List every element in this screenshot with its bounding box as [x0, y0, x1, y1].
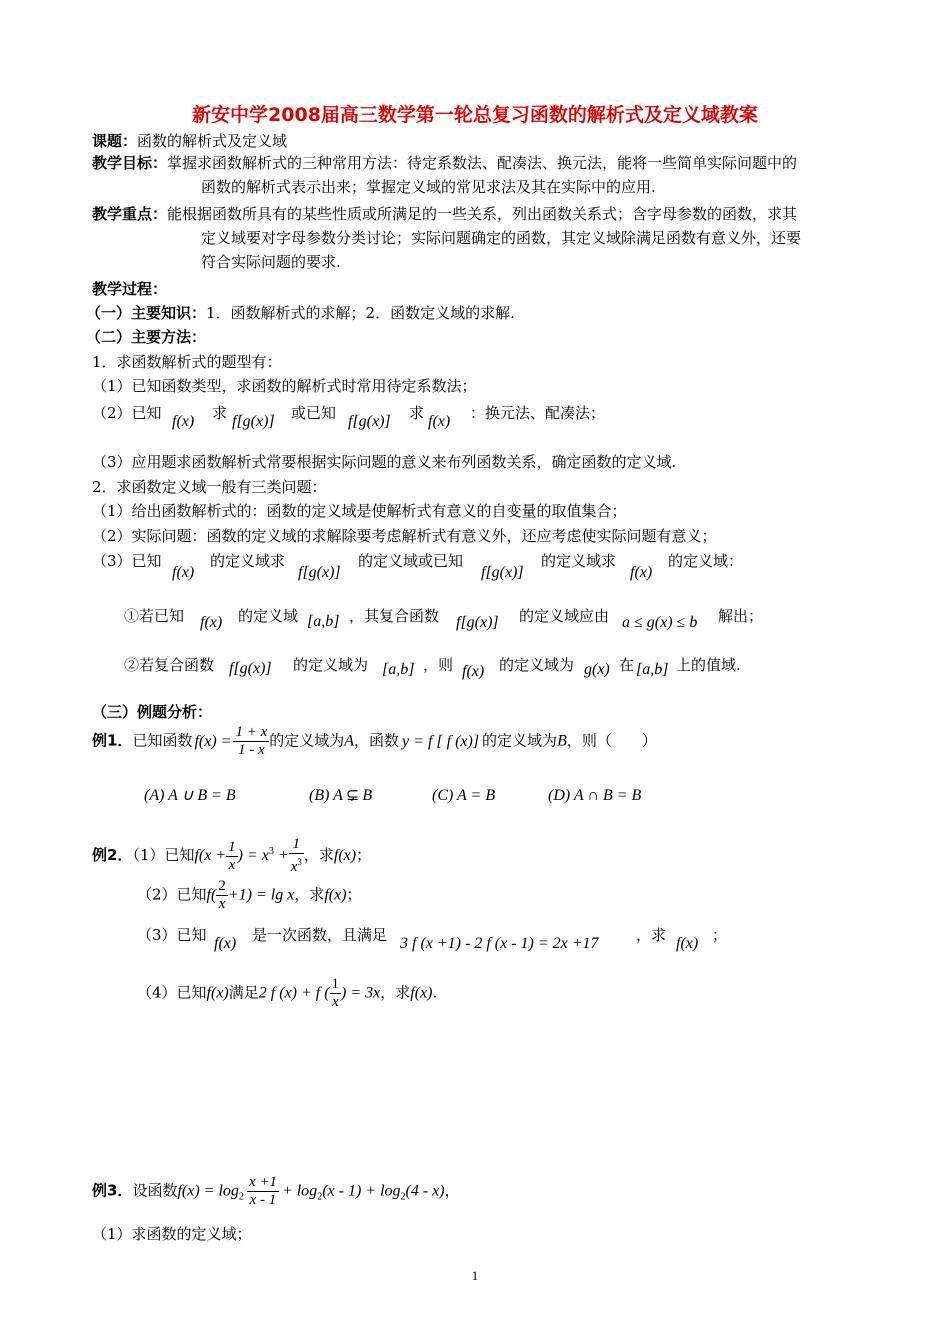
case-1-fg: f[g(x)] [456, 614, 499, 631]
example-2-3-a: （3）已知 [137, 926, 207, 944]
method-2-3-b: 的定义域求 [210, 552, 286, 570]
example-2-part-1 [92, 836, 371, 876]
case-2-b: 的定义域为 [293, 656, 369, 674]
case-1-e: 解出； [718, 607, 764, 625]
example-2-4-frac-den: x [331, 994, 339, 1010]
knowledge-text: 1．函数解析式的求解；2．函数定义域的求解. [206, 304, 515, 322]
example-2-2-frac [216, 878, 228, 913]
method-2-3-e: 的定义域： [668, 552, 744, 570]
topic-label: 课题： [92, 132, 138, 150]
example-2-4-f: ，求 [380, 983, 411, 1002]
example-2-1-e: ，求 [303, 846, 334, 864]
case-2-d: 的定义域为 [499, 656, 575, 674]
example-3-base-3: 2 [400, 1191, 406, 1203]
example-2-part-2 [137, 878, 362, 913]
method-1-2-fx-2: f(x) [428, 413, 451, 430]
case-2-a: ②若复合函数 [124, 656, 215, 674]
example-3-d: (x - 1) + log [322, 1182, 401, 1200]
focus-text-1: 能根据函数所具有的某些性质或所满足的一些关系，列出函数关系式；含字母参数的函数，求其 [167, 205, 798, 223]
goal-text-1: 掌握求函数解析式的三种常用方法：待定系数法、配凑法、换元法，能将一些简单实际问题中的 [167, 154, 798, 172]
example-2-1-b: f(x + [194, 847, 227, 864]
example-2-4-frac-num: 1 [331, 976, 340, 992]
example-2-3-d: 3 f (x +1) - 2 f (x - 1) = 2x +17 [400, 935, 599, 952]
example-2-1-exp: 3 [268, 846, 274, 857]
example-2-3-e: ，求 [636, 926, 667, 944]
example-2-2-frac-num: 2 [218, 878, 226, 894]
method-1-2-d: 求 [409, 404, 425, 422]
example-1-fraction [233, 724, 269, 759]
example-2-3-f: f(x) [676, 935, 699, 952]
method-1-2-fx: f(x) [172, 413, 195, 430]
example-2-4-h: . [432, 983, 438, 1002]
example-2-2-a: （2）已知 [137, 885, 207, 904]
example-2-1-a: （1）已知 [132, 846, 195, 864]
method-2: 2．求函数定义域一般有三类问题： [92, 478, 327, 496]
example-2-1-frac-2-den-exp: 3 [297, 857, 302, 867]
method-2-3-d: 的定义域求 [541, 552, 617, 570]
option-b-subset-symbol: ⊊ [345, 787, 360, 804]
example-2-3-g: ； [712, 926, 728, 944]
method-2-3-a: （3）已知 [92, 552, 162, 570]
option-b-text: (B) A [309, 787, 343, 804]
method-1-2-e: ：换元法、配凑法； [470, 404, 606, 422]
example-1-text-e: ，则（ ） [566, 731, 657, 750]
case-2-fx: f(x) [462, 663, 485, 680]
case-2-gx: g(x) [584, 661, 610, 678]
option-b [309, 786, 372, 806]
goal-line-1 [92, 153, 797, 173]
example-1-text-b: 的定义域为 [269, 731, 345, 750]
example-2-1-f: f(x) [333, 847, 357, 864]
example-2-4-frac [330, 976, 342, 1011]
example-2-4-a: （4）已知 [137, 983, 207, 1002]
example-2-1-c: ) = x [237, 847, 269, 864]
case-2-f: 上的值域. [676, 656, 741, 674]
example-3-base-2: 2 [317, 1191, 323, 1203]
example-2-3-b: f(x) [214, 935, 237, 952]
method-2-1: （1）给出函数解析式的：函数的定义域是使解析式有意义的自变量的取值集合； [92, 502, 627, 520]
case-2-ab-2: [a,b] [636, 661, 669, 678]
case-2-c: ，则 [423, 656, 454, 674]
example-3-part-1: （1）求函数的定义域； [92, 1225, 252, 1243]
method-2-3-fx-2: f(x) [630, 564, 653, 581]
example-2-4-d: 2 f (x) + f ( [258, 984, 330, 1002]
example-2-1-frac-2-den-x: x [290, 859, 298, 875]
example-1 [92, 724, 657, 759]
example-2-1-frac-1-num: 1 [228, 838, 236, 855]
focus-line-3: 符合实际问题的要求. [201, 253, 341, 271]
methods-heading: （二）主要方法： [86, 328, 207, 346]
focus-line-2: 定义域要对字母参数分类讨论；实际问题确定的函数，其定义域除满足函数有意义外，还要 [201, 229, 802, 247]
method-1-1: （1）已知函数类型，求函数的解析式时常用待定系数法； [92, 377, 477, 395]
knowledge-line [86, 303, 515, 323]
focus-line-1 [92, 204, 797, 224]
method-1-2-fgx-2: f[g(x)] [348, 413, 391, 430]
topic-line [92, 131, 287, 151]
case-1-c: ，其复合函数 [349, 607, 440, 625]
example-3-label: 例3． [92, 1181, 133, 1200]
example-3-frac-den: x - 1 [249, 1192, 277, 1208]
page-number: 1 [471, 1268, 479, 1283]
example-2-1-d: + [273, 847, 289, 864]
example-2-3-c: 是一次函数，且满足 [252, 926, 388, 944]
example-2-label: 例2． [92, 846, 133, 864]
method-2-3-c: 的定义域或已知 [358, 552, 464, 570]
method-2-3-fx: f(x) [172, 564, 195, 581]
example-3-b: f(x) = log [177, 1182, 239, 1200]
example-2-part-4 [137, 976, 437, 1011]
case-2-ab: [a,b] [382, 661, 415, 678]
example-1-text-d: 的定义域为 [482, 731, 558, 750]
example-1-composite: y = f [ f (x)] [402, 732, 480, 750]
example-2-1-frac-1-den: x [228, 856, 236, 873]
example-3-f: ， [444, 1181, 460, 1200]
case-1-d: 的定义域应由 [519, 607, 610, 625]
example-3-a: 设函数 [132, 1181, 178, 1200]
topic-text: 函数的解析式及定义域 [137, 132, 288, 150]
example-1-set-a: A [344, 732, 355, 750]
option-c: (C) A = B [432, 787, 496, 804]
case-1-b: 的定义域 [238, 607, 299, 625]
knowledge-label: （一）主要知识： [86, 304, 207, 322]
method-1-3: （3）应用题求函数解析式常要根据实际问题的意义来布列函数关系，确定函数的定义域. [92, 453, 677, 471]
option-a: (A) A ∪ B = B [144, 787, 236, 804]
case-1-fx: f(x) [200, 614, 223, 631]
example-1-set-b: B [557, 732, 567, 750]
goal-label: 教学目标： [92, 154, 168, 172]
page-title: 新安中学2008届高三数学第一轮总复习函数的解析式及定义域教案 [192, 104, 758, 126]
example-1-text-a: 已知函数 [132, 731, 193, 750]
example-2-1-g: ； [356, 846, 372, 864]
process-heading: 教学过程： [92, 280, 168, 298]
method-1-2-a: （2）已知 [92, 404, 162, 422]
example-2-4-g: f(x) [410, 984, 433, 1002]
case-1-ineq: a ≤ g(x) ≤ b [622, 614, 698, 631]
example-2-2-c: +1) = lg x [227, 886, 295, 904]
case-2-e: 在 [619, 656, 635, 674]
example-2-4-c: 满足 [228, 983, 259, 1002]
example-3-frac-num: x +1 [248, 1174, 277, 1190]
example-3-e: (4 - x) [405, 1182, 445, 1200]
example-2-1-frac-2-den [289, 854, 304, 876]
example-2-2-e: f(x) [324, 886, 347, 904]
example-1-num: 1 + x [235, 724, 268, 740]
example-1-den: 1 - x [238, 742, 265, 758]
method-2-3-fgx: f[g(x)] [298, 564, 341, 581]
example-2-4-e: ) = 3x [341, 984, 381, 1002]
method-1-2-b: 求 [212, 404, 228, 422]
example-2-1-frac-2-num: 1 [289, 836, 304, 854]
example-2-1-frac-1 [226, 839, 238, 874]
option-b-rhs: B [362, 787, 373, 804]
goal-line-2: 函数的解析式表示出来；掌握定义域的常见求法及其在实际中的应用. [201, 178, 656, 196]
example-3-c: + log [281, 1182, 318, 1200]
option-d: (D) A ∩ B = B [548, 787, 642, 804]
method-2-2: （2）实际问题：函数的定义域的求解除要考虑解析式有意义外，还应考虑使实际问题有意义； [92, 527, 717, 545]
example-1-label: 例1． [92, 731, 133, 750]
examples-heading: （三）例题分析： [92, 703, 213, 721]
case-1-a: ①若已知 [124, 607, 185, 625]
focus-label: 教学重点： [92, 205, 168, 223]
example-3 [92, 1174, 460, 1209]
example-2-2-d: ，求 [294, 885, 325, 904]
method-1-2-c: 或已知 [291, 404, 337, 422]
example-2-4-b: f(x) [206, 984, 229, 1002]
example-3-frac [247, 1174, 279, 1209]
method-2-3-fgx-2: f[g(x)] [481, 564, 524, 581]
example-2-2-frac-den: x [218, 896, 226, 912]
example-1-text-c: ，函数 [354, 731, 400, 750]
example-3-base-1: 2 [238, 1191, 244, 1203]
method-1: 1．求函数解析式的题型有： [92, 353, 282, 371]
case-1-ab: [a,b] [307, 613, 340, 630]
example-2-1-frac-2 [289, 836, 304, 876]
method-1-2-fgx: f[g(x)] [232, 413, 275, 430]
example-2-2-b: f( [206, 886, 217, 904]
case-2-fg: f[g(x)] [229, 660, 272, 677]
example-2-2-f: ； [346, 885, 362, 904]
example-1-lhs: f(x) = [194, 732, 232, 750]
